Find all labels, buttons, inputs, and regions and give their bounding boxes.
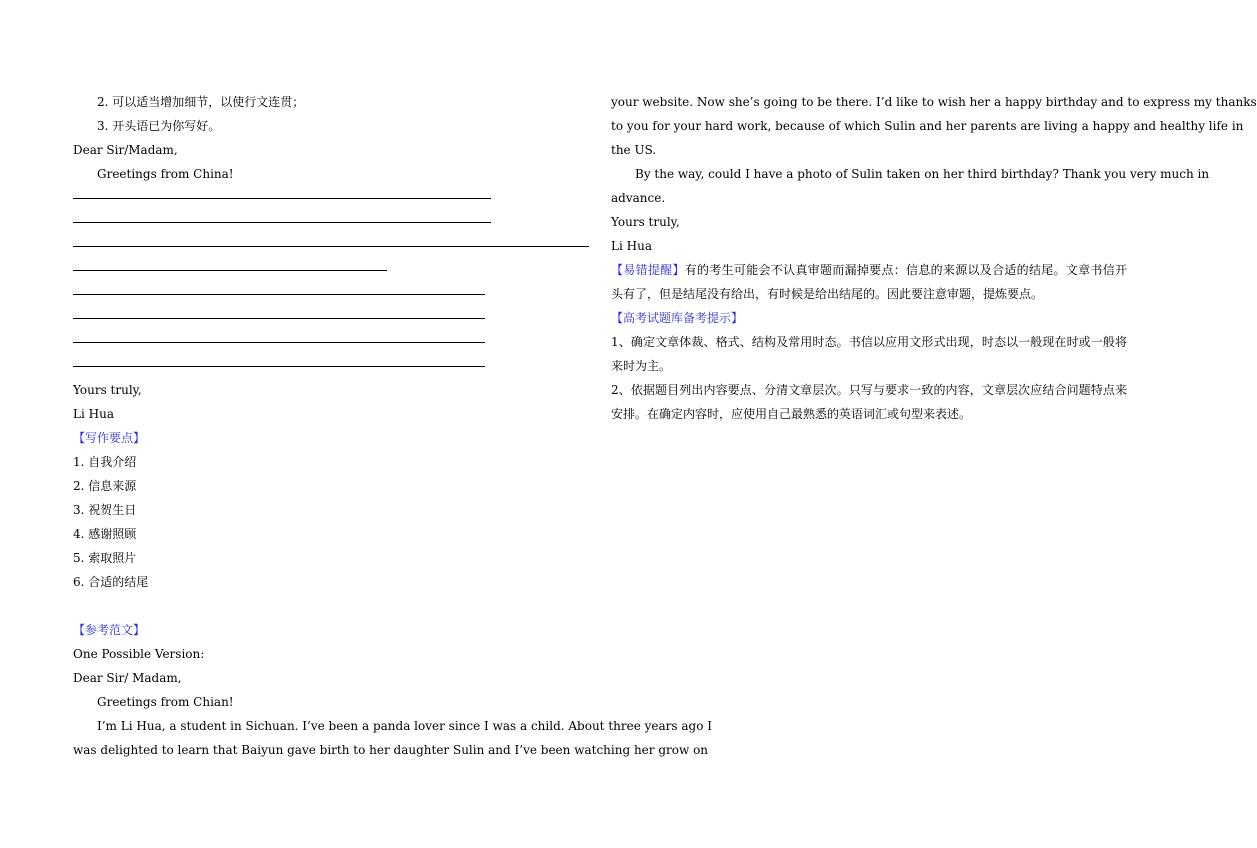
writing-point-item: 4. 感谢照顾: [73, 527, 137, 541]
sample-body-line: your website. Now she’s going to be there. I’d like to wish her a happy birthday and to express my thanks: [611, 95, 1257, 109]
writing-point-item: 3. 祝贺生日: [73, 503, 137, 517]
sample-body-line: was delighted to learn that Baiyun gave birth to her daughter Sulin and I’ve been watching her grow on: [73, 743, 709, 757]
writing-points-header: 【写作要点】: [73, 431, 146, 445]
sample-body-line: to you for your hard work, because of which Sulin and her parents are living a happy and healthy life in: [611, 119, 1244, 133]
letter-salutation: Dear Sir/Madam,: [73, 143, 178, 157]
error-reminder-header: 【易错提醒】: [611, 263, 685, 277]
letter-greeting: Greetings from China!: [97, 167, 234, 181]
answer-blank-line: [73, 186, 589, 210]
sample-essay-header: 【参考范文】: [73, 623, 146, 637]
writing-point-item: 5. 索取照片: [73, 551, 137, 565]
writing-point-item: 1. 自我介绍: [73, 455, 137, 469]
answer-blank-line: [73, 354, 589, 378]
answer-blank-line: [73, 234, 589, 258]
sample-ps-line: By the way, could I have a photo of Sulin taken on her third birthday? Thank you very much in: [635, 167, 1210, 181]
exam-tip-item: 1、确定文章体裁、格式、结构及常用时态。书信以应用文形式出现，时态以一般现在时或一般将来时为主。: [611, 335, 1127, 373]
writing-point-item: 2. 信息来源: [73, 479, 137, 493]
sample-ps-line: advance.: [611, 191, 666, 205]
spacer: [73, 594, 589, 618]
letter-signature: Li Hua: [73, 407, 114, 421]
answer-blank-line: [73, 306, 589, 330]
error-reminder-paragraph: [611, 258, 1127, 306]
sample-body-line: I’m Li Hua, a student in Sichuan. I’ve been a panda lover since I was a child. About three years ago I: [97, 719, 712, 733]
sample-closing: Yours truly,: [611, 215, 680, 229]
sample-salutation: Dear Sir/ Madam,: [73, 671, 182, 685]
answer-blank-line: [73, 282, 589, 306]
error-reminder-text: 有的考生可能会不认真审题而漏掉要点：信息的来源以及合适的结尾。文章书信开头有了，但是结尾没有给出，有时候是给出结尾的。因此要注意审题，提炼要点。: [611, 263, 1127, 301]
sample-body-line: the US.: [611, 143, 657, 157]
exam-tips-header: 【高考试题库备考提示】: [611, 311, 744, 325]
requirement-item: 2. 可以适当增加细节，以使行文连贯；: [97, 95, 305, 109]
sample-version-label: One Possible Version:: [73, 647, 205, 661]
sample-greeting: Greetings from Chian!: [97, 695, 234, 709]
exam-tip-item: 2、依据题目列出内容要点、分清文章层次。只写与要求一致的内容，文章层次应结合问题特点来安排。在确定内容时，应使用自己最熟悉的英语词汇或句型来表述。: [611, 383, 1127, 421]
letter-closing: Yours truly,: [73, 383, 142, 397]
requirement-item: 3. 开头语已为你写好。: [97, 119, 221, 133]
right-column: [611, 90, 1257, 426]
writing-point-item: 6. 合适的结尾: [73, 575, 149, 589]
answer-blank-line: [73, 258, 589, 282]
sample-signature: Li Hua: [611, 239, 652, 253]
answer-blank-line: [73, 330, 589, 354]
answer-blank-line: [73, 210, 589, 234]
